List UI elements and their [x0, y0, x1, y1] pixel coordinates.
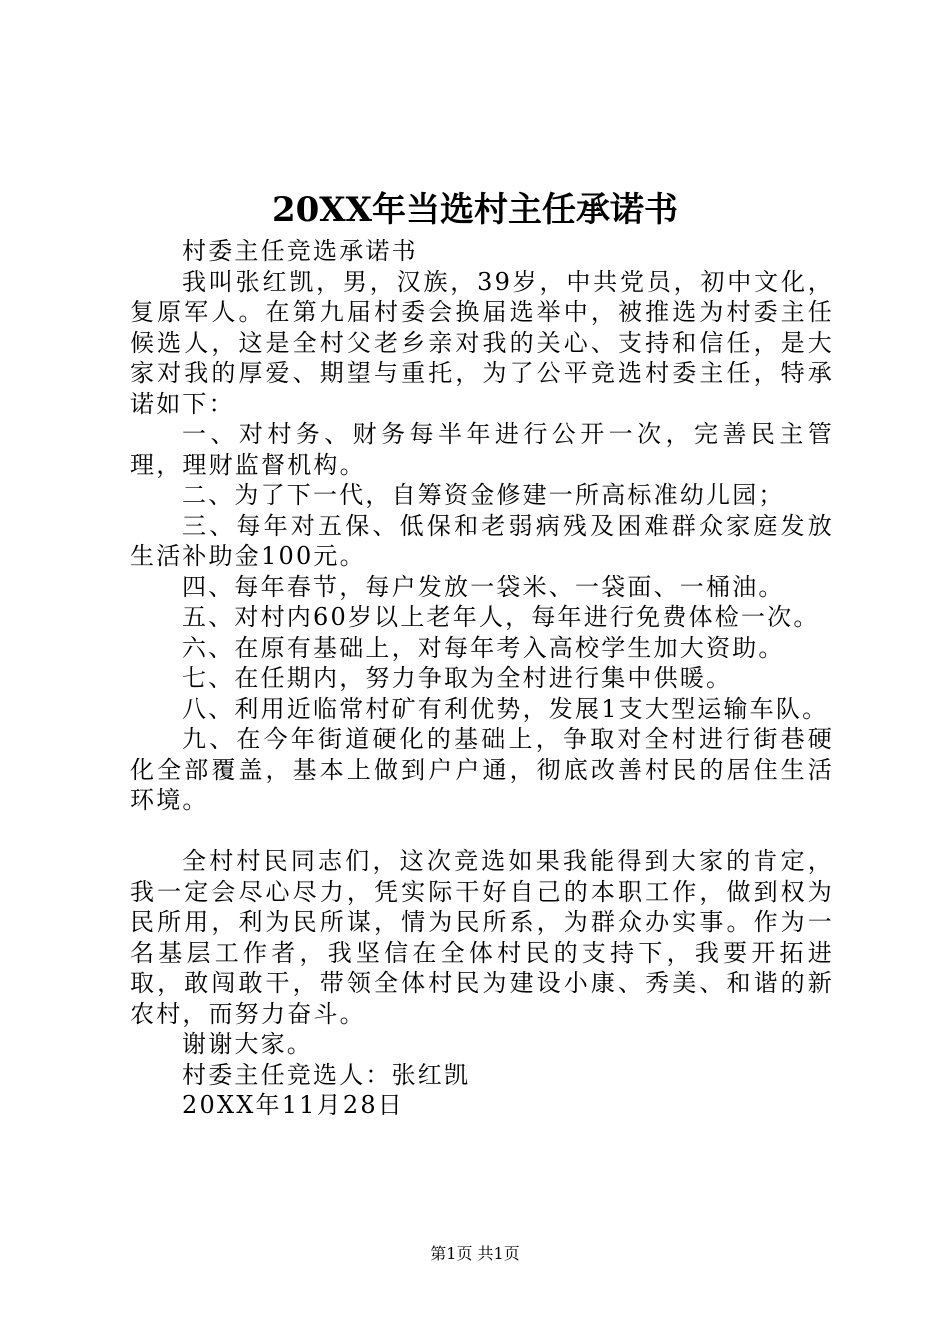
intro-paragraph: 我叫张红凯，男，汉族，39岁，中共党员，初中文化，复原军人。在第九届村委会换届选举中，被推选为村委主任候选人，这是全村父老乡亲对我的关心、支持和信任，是大家对我的厚爱、期望与重托，为了公平竞选村委主任，特承诺如下：: [130, 267, 834, 418]
promise-item: 九、在今年街道硬化的基础上，争取对全村进行街巷硬化全部覆盖，基本上做到户户通，彻底改善村民的居住生活环境。: [130, 725, 834, 814]
closing-paragraph: 全村村民同志们，这次竞选如果我能得到大家的肯定，我一定会尽心尽力，凭实际干好自己的本职工作，做到权为民所用，利为民所谋，情为民所系，为群众办实事。作为一名基层工作者，我坚信在全体村民的支持下，我要开拓进取，敢闯敢干，带领全体村民为建设小康、秀美、和谐的新农村，而努力奋斗。: [130, 847, 834, 1028]
signature-line: 村委主任竞选人：张红凯: [182, 1060, 471, 1089]
document-title: 20XX年当选村主任承诺书: [271, 190, 679, 230]
promise-item: 七、在任期内，努力争取为全村进行集中供暖。: [182, 664, 733, 692]
promise-item: 四、每年春节，每户发放一袋米、一袋面、一桶油。: [182, 572, 785, 601]
promise-item: 五、对村内60岁以上老年人，每年进行免费体检一次。: [182, 603, 820, 631]
document-body: [130, 236, 834, 1121]
page-footer: 第1页 共1页: [430, 1244, 520, 1263]
promise-item: 一、对村务、财务每半年进行公开一次，完善民主管理，理财监督机构。: [130, 420, 834, 479]
promise-item: 三、每年对五保、低保和老弱病残及困难群众家庭发放生活补助金100元。: [130, 511, 834, 570]
promise-item: 二、为了下一代，自筹资金修建一所高标准幼儿园；: [182, 481, 785, 509]
date-line: 20XX年11月28日: [182, 1091, 404, 1119]
promise-item: 六、在原有基础上，对每年考入高校学生加大资助。: [182, 633, 785, 662]
subtitle: 村委主任竞选承诺书: [182, 237, 418, 265]
thanks-line: 谢谢大家。: [182, 1030, 313, 1058]
paragraph-spacer: [130, 816, 834, 847]
promise-item: 八、利用近临常村矿有利优势，发展1支大型运输车队。: [182, 694, 829, 723]
